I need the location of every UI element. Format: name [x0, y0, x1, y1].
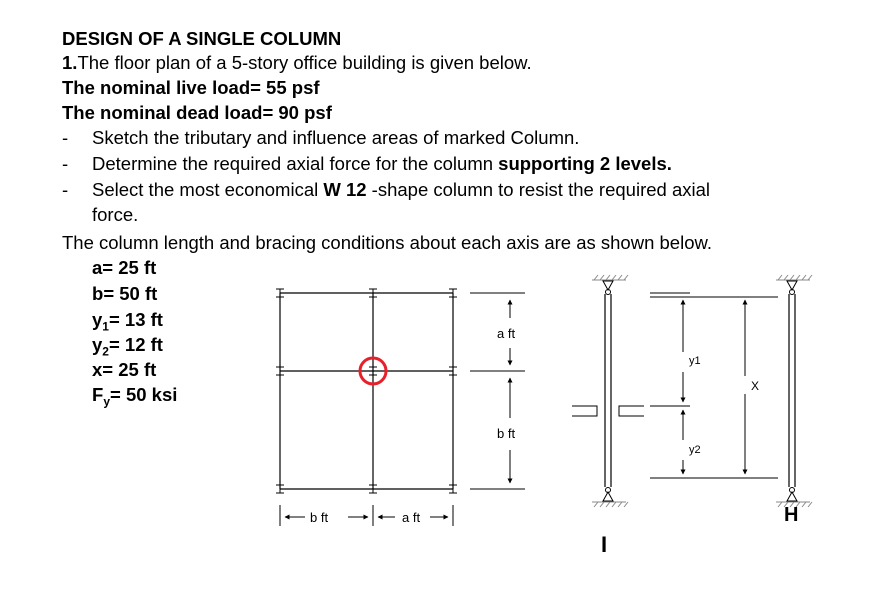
plan-dim-a-horizontal: a ft: [402, 510, 421, 525]
param-symbol: y: [92, 334, 103, 355]
column-markers: [276, 289, 457, 493]
bullet-dash: -: [62, 153, 69, 174]
right-elevation-label: H: [784, 504, 799, 526]
param-value: = 12 ft: [108, 334, 163, 355]
bracing-sentence: The column length and bracing conditions about each axis are as shown below.: [62, 232, 712, 253]
param-symbol: y: [92, 309, 103, 330]
plan-horizontal-dimension: [280, 505, 453, 526]
param-symbol: F: [92, 384, 104, 405]
floor-plan: [280, 293, 453, 489]
elev-dim-y1: y1: [689, 355, 701, 367]
problem-number: 1.: [62, 52, 78, 73]
plan-dim-a-label: a ft: [497, 326, 516, 341]
pin-support-icon: [603, 492, 613, 501]
pin-support-icon: [787, 492, 797, 501]
task-text-normal: Select the most economical: [92, 179, 324, 200]
pin-support-icon: [603, 281, 613, 290]
task-text-bold: W 12: [323, 179, 367, 200]
param-symbol: x: [92, 359, 103, 380]
left-elevation: [572, 275, 644, 507]
pin-support-icon: [787, 281, 797, 290]
problem-intro: The floor plan of a 5-story office building is given below.: [77, 52, 532, 73]
param-value: = 50 ksi: [110, 384, 178, 405]
lateral-brace-icon: [572, 406, 644, 416]
param-value: = 50 ft: [103, 283, 158, 304]
plan-dim-b-horizontal: b ft: [310, 510, 329, 525]
param-value: = 25 ft: [102, 359, 157, 380]
bullet-dash: -: [62, 179, 69, 200]
param-value: = 13 ft: [108, 309, 163, 330]
plan-dim-b-label: b ft: [497, 426, 516, 441]
elev-dim-y2: y2: [689, 444, 701, 456]
task-text: Sketch the tributary and influence areas of marked Column.: [92, 127, 580, 148]
dead-load: The nominal dead load= 90 psf: [62, 102, 332, 123]
bullet-dash: -: [62, 127, 69, 148]
param-value: = 25 ft: [102, 257, 157, 278]
left-elevation-label: I: [601, 532, 608, 557]
live-load: The nominal live load= 55 psf: [62, 77, 320, 98]
task-item-3-continuation: force.: [92, 204, 139, 225]
elev-dim-x: X: [751, 379, 760, 393]
task-text-bold: supporting 2 levels.: [498, 153, 672, 174]
plan-vertical-dimension: [470, 293, 525, 489]
param-subscript: y: [103, 394, 110, 409]
param-symbol: a: [92, 257, 103, 278]
param-subscript: 2: [102, 344, 109, 359]
task-text-normal: Determine the required axial force for the column: [92, 153, 499, 174]
param-subscript: 1: [102, 319, 109, 334]
right-elevation: [776, 275, 812, 507]
param-symbol: b: [92, 283, 104, 304]
task-text-after: -shape column to resist the required axial: [366, 179, 710, 200]
page-title: DESIGN OF A SINGLE COLUMN: [62, 28, 342, 49]
